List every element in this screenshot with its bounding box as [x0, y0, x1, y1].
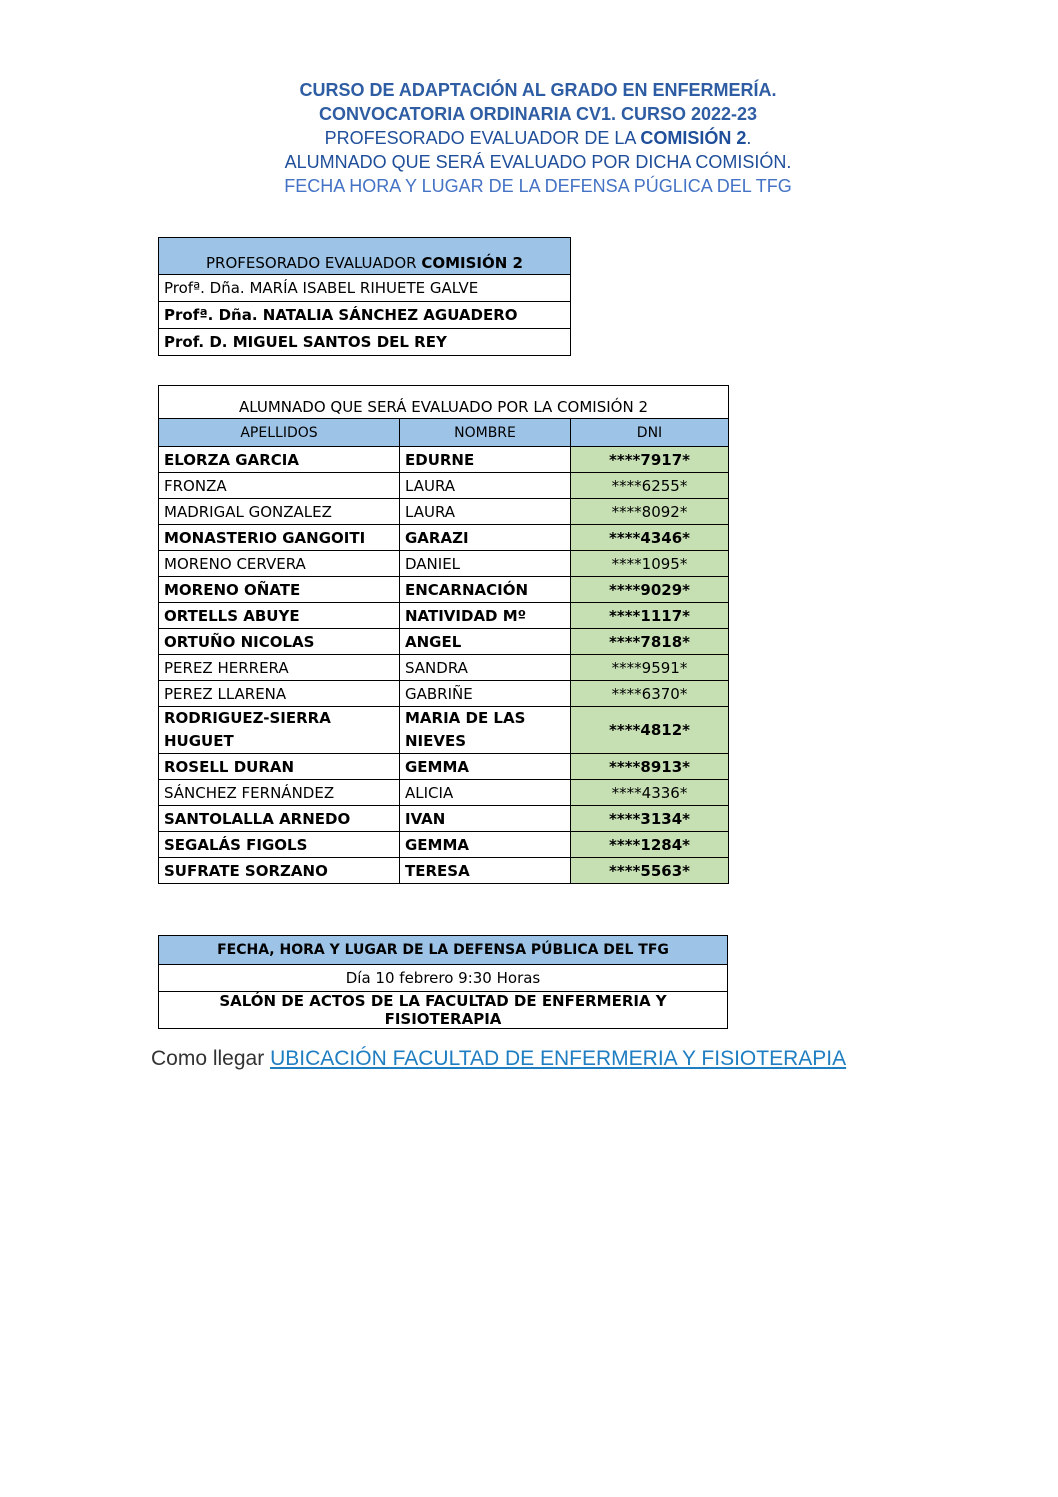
student-name-cell: GEMMA [400, 754, 571, 780]
student-surname-cell: SÁNCHEZ FERNÁNDEZ [159, 780, 400, 806]
professors-header-text: PROFESORADO EVALUADOR [206, 254, 422, 272]
document-header [0, 78, 1058, 198]
location-link[interactable]: UBICACIÓN FACULTAD DE ENFERMERIA Y FISIOTERAPIA [270, 1047, 847, 1070]
student-dni-cell: ****9591* [571, 655, 729, 681]
column-header-surname: APELLIDOS [159, 419, 400, 447]
student-surname-cell: ORTUÑO NICOLAS [159, 629, 400, 655]
student-surname-cell: FRONZA [159, 473, 400, 499]
student-name-cell: GEMMA [400, 832, 571, 858]
student-dni-cell: ****6370* [571, 681, 729, 707]
student-surname-cell: ROSELL DURAN [159, 754, 400, 780]
table-row [159, 499, 729, 525]
student-dni-cell: ****5563* [571, 858, 729, 884]
header-line-3-text: PROFESORADO EVALUADOR DE LA [324, 128, 641, 148]
defense-table-header: FECHA, HORA Y LUGAR DE LA DEFENSA PÚBLICA DEL TFG [159, 936, 728, 965]
table-row [159, 551, 729, 577]
table-row [159, 681, 729, 707]
header-line-1: CURSO DE ADAPTACIÓN AL GRADO EN ENFERMERÍA. [299, 80, 777, 100]
student-dni-cell: ****6255* [571, 473, 729, 499]
header-line-3-bold: COMISIÓN 2 [640, 128, 747, 148]
table-row [159, 707, 729, 754]
table-row [159, 525, 729, 551]
table-row [159, 629, 729, 655]
professor-row: Profª. Dña. MARÍA ISABEL RIHUETE GALVE [159, 275, 571, 302]
table-row [159, 806, 729, 832]
student-dni-cell: ****8913* [571, 754, 729, 780]
professors-table-header [159, 238, 571, 275]
student-surname-cell: MORENO OÑATE [159, 577, 400, 603]
student-name-cell: NATIVIDAD Mº [400, 603, 571, 629]
student-dni-cell: ****9029* [571, 577, 729, 603]
student-surname-cell: SANTOLALLA ARNEDO [159, 806, 400, 832]
defense-date: Día 10 febrero 9:30 Horas [159, 965, 728, 992]
student-name-cell: LAURA [400, 499, 571, 525]
student-surname-cell: PEREZ HERRERA [159, 655, 400, 681]
student-surname-cell: PEREZ LLARENA [159, 681, 400, 707]
student-name-cell: GABRIÑE [400, 681, 571, 707]
header-line-3-end: . [746, 128, 752, 148]
student-surname-cell: MONASTERIO GANGOITI [159, 525, 400, 551]
students-table [158, 385, 729, 884]
table-row [159, 754, 729, 780]
table-row [159, 447, 729, 473]
defense-place: SALÓN DE ACTOS DE LA FACULTAD DE ENFERMERIA Y FISIOTERAPIA [159, 992, 728, 1029]
student-dni-cell: ****4336* [571, 780, 729, 806]
student-dni-cell: ****7917* [571, 447, 729, 473]
professors-header-bold: COMISIÓN 2 [421, 254, 523, 272]
students-table-title: ALUMNADO QUE SERÁ EVALUADO POR LA COMISIÓN 2 [159, 386, 729, 419]
student-surname-cell: MORENO CERVERA [159, 551, 400, 577]
defense-table [158, 935, 728, 1029]
directions-prefix: Como llegar [151, 1047, 271, 1070]
student-name-cell: TERESA [400, 858, 571, 884]
student-surname-cell: SUFRATE SORZANO [159, 858, 400, 884]
table-row [159, 858, 729, 884]
student-surname-cell: SEGALÁS FIGOLS [159, 832, 400, 858]
student-surname-cell: ORTELLS ABUYE [159, 603, 400, 629]
student-dni-cell: ****1095* [571, 551, 729, 577]
students-table-body [159, 447, 729, 884]
student-name-cell: ANGEL [400, 629, 571, 655]
table-row [159, 603, 729, 629]
header-line-3 [0, 126, 1058, 150]
student-surname-cell: ELORZA GARCIA [159, 447, 400, 473]
header-line-4: ALUMNADO QUE SERÁ EVALUADO POR DICHA COMISIÓN. [284, 152, 792, 172]
student-name-cell: IVAN [400, 806, 571, 832]
professors-table [158, 237, 571, 356]
student-name-cell: SANDRA [400, 655, 571, 681]
student-name-cell: GARAZI [400, 525, 571, 551]
table-row [159, 577, 729, 603]
student-dni-cell: ****7818* [571, 629, 729, 655]
student-surname-cell: MADRIGAL GONZALEZ [159, 499, 400, 525]
student-name-cell: LAURA [400, 473, 571, 499]
directions-line [151, 1047, 846, 1071]
student-surname-cell: RODRIGUEZ-SIERRA HUGUET [159, 707, 400, 754]
header-line-2: CONVOCATORIA ORDINARIA CV1. CURSO 2022-23 [318, 104, 758, 124]
student-name-cell: ALICIA [400, 780, 571, 806]
student-dni-cell: ****4346* [571, 525, 729, 551]
student-dni-cell: ****8092* [571, 499, 729, 525]
table-row [159, 655, 729, 681]
table-row [159, 780, 729, 806]
table-row [159, 473, 729, 499]
column-header-dni: DNI [571, 419, 729, 447]
student-dni-cell: ****3134* [571, 806, 729, 832]
header-line-5: FECHA HORA Y LUGAR DE LA DEFENSA PÚGLICA DEL TFG [284, 176, 792, 196]
professor-row: Profª. Dña. NATALIA SÁNCHEZ AGUADERO [159, 302, 571, 329]
student-name-cell: MARIA DE LAS NIEVES [400, 707, 571, 754]
table-row [159, 832, 729, 858]
student-name-cell: EDURNE [400, 447, 571, 473]
student-dni-cell: ****1117* [571, 603, 729, 629]
student-dni-cell: ****4812* [571, 707, 729, 754]
professor-row: Prof. D. MIGUEL SANTOS DEL REY [159, 329, 571, 356]
column-header-name: NOMBRE [400, 419, 571, 447]
student-dni-cell: ****1284* [571, 832, 729, 858]
student-name-cell: DANIEL [400, 551, 571, 577]
student-name-cell: ENCARNACIÓN [400, 577, 571, 603]
